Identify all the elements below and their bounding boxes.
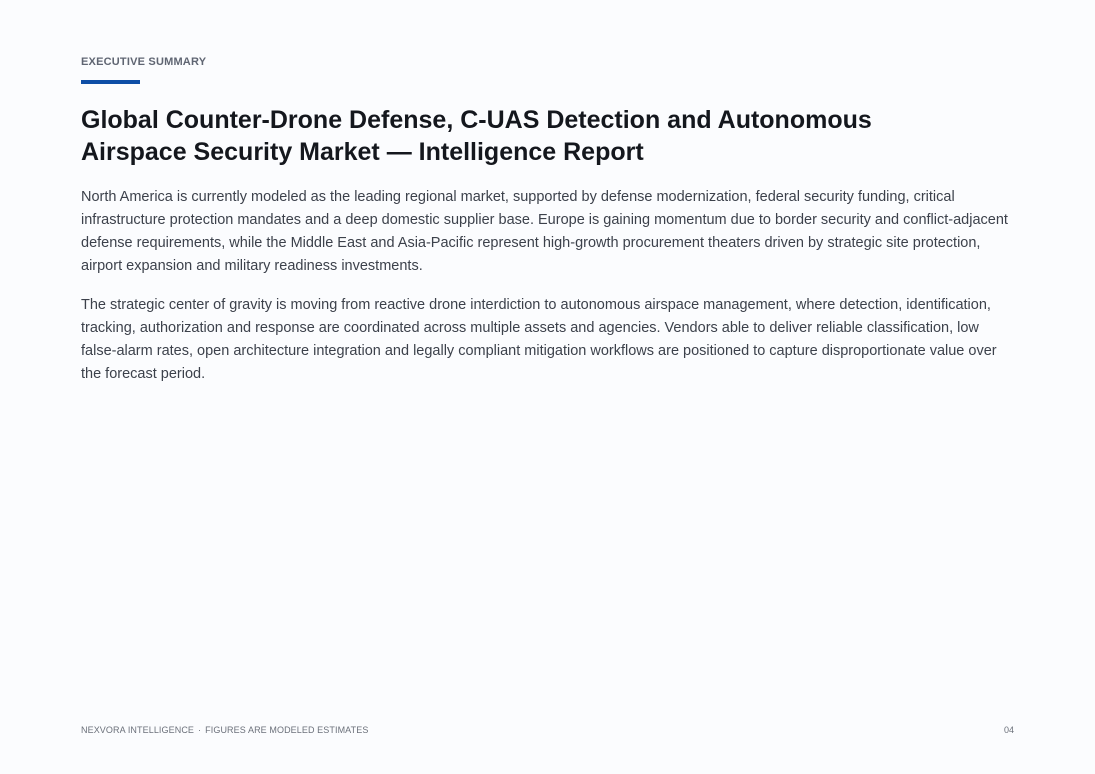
footer-disclaimer: FIGURES ARE MODELED ESTIMATES [205,725,369,735]
section-label: EXECUTIVE SUMMARY [81,56,207,68]
accent-bar [81,80,140,84]
footer-note [81,725,368,735]
page-title: Global Counter-Drone Defense, C-UAS Detection and Autonomous Airspace Security Market — Intelligence Report [81,106,872,166]
footer-separator: · [198,725,202,735]
footer-brand: NEXVORA INTELLIGENCE [81,725,195,735]
summary-paragraph-2: The strategic center of gravity is moving from reactive drone interdiction to autonomous airspace management, where detection, identification, tracking, authorization and response are coordinated across multiple assets and agencies. Vendors able to deliver reliable classification, low false-alarm rates, open architecture integration and legally compliant mitigation workflows are positioned to capture disproportionate value over the forecast period. [81,297,997,382]
page-number: 04 [1003,725,1014,735]
report-page [81,0,1016,774]
summary-body [81,186,1016,402]
summary-paragraph-1: North America is currently modeled as the leading regional market, supported by defense modernization, federal security funding, critical infrastructure protection mandates and a deep domestic supplier base. Europe is gaining momentum due to border security and conflict-adjacent defense requirements, while the Middle East and Asia-Pacific represent high-growth procurement theaters driven by strategic site protection, airport expansion and military readiness investments. [81,189,1008,274]
